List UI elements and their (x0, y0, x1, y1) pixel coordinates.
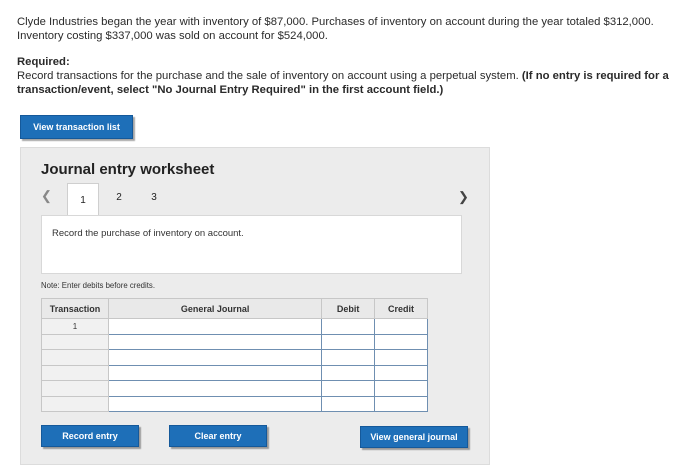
credit-field[interactable] (375, 396, 428, 412)
account-field[interactable] (108, 319, 321, 335)
credit-field[interactable] (375, 365, 428, 381)
table-row (42, 365, 428, 381)
chevron-left-icon[interactable]: ❮ (41, 188, 52, 203)
transaction-cell: 1 (42, 319, 109, 335)
required-heading: Required: (17, 56, 70, 68)
debit-field[interactable] (322, 365, 375, 381)
transaction-cell (42, 350, 109, 366)
column-header-general-journal: General Journal (108, 299, 321, 319)
required-bold-note: (If no entry is required for a transaction/event, select "No Journal Entry Required" in the first account field.) (17, 70, 669, 96)
table-row (42, 396, 428, 412)
debit-field[interactable] (322, 334, 375, 350)
credit-field[interactable] (375, 350, 428, 366)
table-row (42, 381, 428, 397)
credit-field[interactable] (375, 334, 428, 350)
debit-field[interactable] (322, 381, 375, 397)
table-row (42, 334, 428, 350)
credit-field[interactable] (375, 319, 428, 335)
debit-field[interactable] (322, 350, 375, 366)
debit-field[interactable] (322, 396, 375, 412)
journal-entry-worksheet (20, 147, 490, 465)
account-field[interactable] (108, 365, 321, 381)
column-header-transaction: Transaction (42, 299, 109, 319)
transaction-description: Record the purchase of inventory on account. (52, 228, 244, 239)
account-field[interactable] (108, 334, 321, 350)
clear-entry-button[interactable]: Clear entry (169, 425, 267, 447)
transaction-description-box (41, 215, 462, 274)
tab-1[interactable]: 1 (67, 183, 99, 216)
journal-table (41, 298, 428, 412)
debit-field[interactable] (322, 319, 375, 335)
transaction-cell (42, 396, 109, 412)
table-row (42, 319, 428, 335)
record-entry-button[interactable]: Record entry (41, 425, 139, 447)
account-field[interactable] (108, 350, 321, 366)
column-header-credit: Credit (375, 299, 428, 319)
tab-2[interactable]: 2 (116, 191, 122, 203)
problem-statement: Clyde Industries began the year with inventory of $87,000. Purchases of inventory on account during the year totaled $312,000. Inventory costing $337,000 was sold on account for $524,000. (17, 16, 654, 42)
required-instructions (17, 69, 687, 97)
credit-field[interactable] (375, 381, 428, 397)
transaction-cell (42, 365, 109, 381)
account-field[interactable] (108, 381, 321, 397)
chevron-right-icon[interactable]: ❯ (458, 189, 469, 204)
transaction-cell (42, 381, 109, 397)
table-row (42, 350, 428, 366)
view-general-journal-button[interactable]: View general journal (360, 426, 468, 448)
required-instruction-text: Record transactions for the purchase and the sale of inventory on account using a perpetual system. (17, 70, 519, 82)
tab-3[interactable]: 3 (151, 191, 157, 203)
worksheet-title: Journal entry worksheet (41, 161, 215, 178)
transaction-cell (42, 334, 109, 350)
note-text: Note: Enter debits before credits. (41, 281, 155, 290)
column-header-debit: Debit (322, 299, 375, 319)
view-transaction-list-button[interactable]: View transaction list (20, 115, 133, 139)
account-field[interactable] (108, 396, 321, 412)
